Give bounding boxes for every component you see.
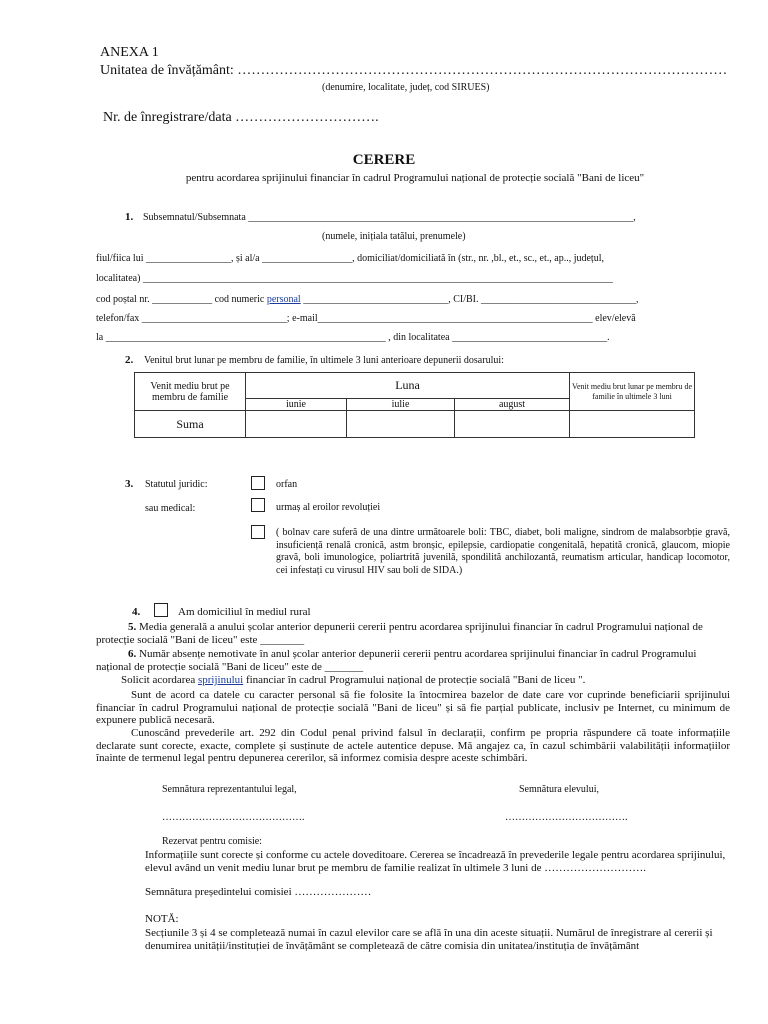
absente-field[interactable] [96, 648, 730, 673]
section3-number: 3. [125, 478, 134, 490]
page-subtitle: pentru acordarea sprijinului financiar în cadrul Programului național de protecție socială "Bani de liceu" [185, 172, 645, 184]
cod-postal-line[interactable] [96, 294, 638, 305]
section1-number: 1. [125, 211, 134, 223]
contact-field[interactable]: telefon/fax _____________________________; e-mail_______________________________________________________ elev/elevă [96, 313, 636, 324]
orfan-label: orfan [276, 479, 298, 490]
venit-table [134, 372, 695, 438]
sprijinului-link[interactable]: sprijinului [197, 674, 244, 686]
elev-signature-field[interactable]: ………………………………. [505, 812, 628, 823]
unitatea-field[interactable]: Unitatea de învățământ: …………………………………………………………………………………………… [100, 63, 728, 78]
scoala-field[interactable]: la ________________________________________________________ , din localitatea _______________________________. [96, 332, 610, 343]
section5-number: 5. [128, 621, 137, 633]
urmas-checkbox[interactable] [251, 498, 265, 512]
subsemnatul-field[interactable]: Subsemnatul/Subsemnata _____________________________________________________________________________, [143, 212, 636, 223]
venit-last-header: Venit mediu brut lunar pe membru de familie în ultimele 3 luni [570, 373, 695, 411]
bolnav-label: ( bolnav care suferă de una dintre următoarele boli: TBC, diabet, boli maligne, sindrom de malabsorbție gravă, insuficiență renală cronică, astm bronșic, epilepsie, cardiopatie congenitală, hepatită cronică, glaucom, miopie gravă, boli imunologice, poliartrită juvenilă, spondilită anchilozantă, reumatism articular, handicap locomotor, cei infestați cu virusul HIV sau boli de SIDA.) [276, 527, 730, 576]
solicit-post: financiar în cadrul Programului național de protecție socială "Bani de liceu ". [243, 674, 586, 686]
localitatea-field[interactable]: localitatea) ______________________________________________________________________________________________ [96, 273, 613, 284]
nota-text: Secțiunile 3 și 4 se completează numai în cazul elevilor care se află în una din aceste situații. Numărul de înregistrare al cererii și denumirea unității/instituției de învățământ se completează de către comisia din unitatea/instituția de învățământ [145, 927, 713, 952]
rezervat-comisie-label: Rezervat pentru comisie: [162, 836, 262, 847]
suma-iulie-cell[interactable] [347, 411, 455, 438]
anexa-label: ANEXA 1 [100, 45, 159, 60]
suma-august-cell[interactable] [455, 411, 570, 438]
luna-header: Luna [246, 373, 570, 399]
urmas-label: urmaș al eroilor revoluției [276, 502, 381, 513]
suma-medie-cell[interactable] [570, 411, 695, 438]
rep-signature-label: Semnătura reprezentantului legal, [162, 784, 297, 795]
section4-number: 4. [132, 606, 141, 618]
rep-signature-field[interactable]: ……………………………………. [162, 812, 305, 823]
nota-title: NOTĂ: [145, 913, 179, 925]
comisie-text: Informațiile sunt corecte și conforme cu actele doveditoare. Cererea se încadrează în prevederile legale pentru acordarea sprijinului, elevul având un venit mediu lunar brut pe membru de familie realizat în ultimele 3 luni de ………………………. [145, 849, 726, 874]
cod-postal-field[interactable]: cod poștal nr. ____________ cod numeric [96, 294, 267, 305]
media-generala-text: Media generală a anului școlar anterior depunerii cererii pentru acordarea sprijinului financiar în cadrul Programului național de protecție socială "Bani de liceu" este ________ [96, 621, 703, 646]
personal-link[interactable]: personal [266, 294, 301, 305]
elev-signature-label: Semnătura elevului, [519, 784, 599, 795]
solicit-pre: Solicit acordarea [121, 674, 198, 686]
cnp-ci-field[interactable]: _____________________________, CI/BI. _______________________________, [300, 294, 639, 305]
unitatea-hint: (denumire, localitate, județ, cod SIRUES) [322, 82, 490, 93]
page-title: CERERE [352, 152, 416, 168]
nr-inregistrare-field[interactable]: Nr. de înregistrare/data …………………………. [103, 110, 379, 125]
bolnav-checkbox[interactable] [251, 525, 265, 539]
venit-col1-header: Venit mediu brut pe membru de familie [135, 373, 246, 411]
section2-number: 2. [125, 354, 134, 366]
month-august: august [455, 399, 570, 411]
rural-checkbox[interactable] [154, 603, 168, 617]
venit-intro: Venitul brut lunar pe membru de familie, în ultimele 3 luni anterioare depunerii dosarului: [144, 355, 504, 366]
suma-iunie-cell[interactable] [246, 411, 347, 438]
rural-label: Am domiciliul în mediul rural [178, 606, 311, 618]
statut-label: Statutul juridic: [145, 479, 208, 490]
parinti-field[interactable]: fiul/fiica lui _________________, și al/a __________________, domiciliat/domiciliată în (str., nr. ,bl., et., sc., et., ap.., județul, [96, 253, 604, 264]
orfan-checkbox[interactable] [251, 476, 265, 490]
medical-label: sau medical: [145, 503, 196, 514]
month-iulie: iulie [347, 399, 455, 411]
solicit-line [121, 674, 585, 686]
month-iunie: iunie [246, 399, 347, 411]
section6-number: 6. [128, 648, 137, 660]
subsemnatul-hint: (numele, inițiala tatălui, prenumele) [322, 231, 466, 242]
absente-text: Număr absențe nemotivate în anul școlar anterior depunerii cererii pentru acordarea sprijinului financiar în cadrul Programului național de protecție socială "Bani de liceu" este de _______ [96, 648, 697, 673]
acord-text: Sunt de acord ca datele cu caracter personal să fie folosite la întocmirea bazelor de date care vor cuprinde beneficiarii sprijinului financiar în cadrul Programului național de protecție socială "Bani de liceu" și să fie parțial publicate, inclusiv pe Internet, cu minimum de expunere publică necesară. [96, 689, 730, 726]
media-generala-field[interactable] [96, 621, 730, 646]
suma-label: Suma [135, 411, 246, 438]
presedinte-signature-field[interactable]: Semnătura președintelui comisiei ………………… [145, 886, 372, 898]
declaratie-text: Cunoscând prevederile art. 292 din Codul penal privind falsul în declarații, confirm pe propria răspundere că toate informațiile declarate sunt corecte, exacte, complete și susținute de actele autentice depuse. Mă angajez ca, în cazul schimbării valabilității informațiilor înainte de termenul legal pentru depunerea cererilor, să informez comisia despre aceste schimbări. [96, 727, 730, 764]
